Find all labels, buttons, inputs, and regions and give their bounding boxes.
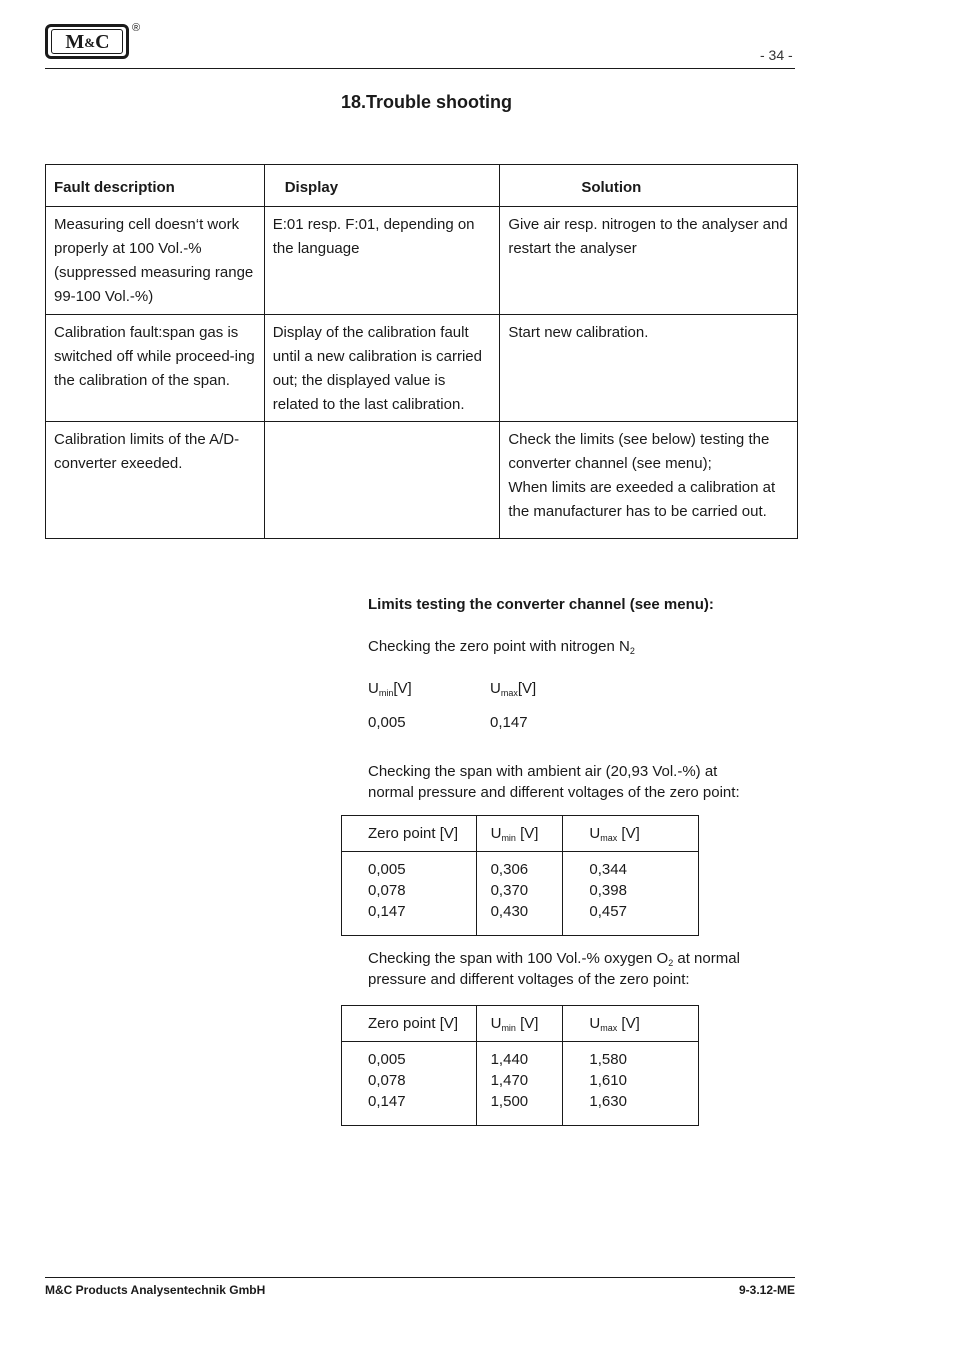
umax-subscript: max — [500, 688, 518, 698]
table-row — [46, 315, 798, 422]
list-item: 0,147 — [368, 1093, 406, 1110]
header-solution: Solution — [500, 165, 798, 207]
umax-symbol: U — [490, 680, 501, 697]
table-row — [342, 852, 699, 936]
logo-letter-m: M — [65, 30, 84, 53]
header-umin — [476, 1006, 563, 1042]
registered-mark: ® — [132, 22, 141, 34]
list-item: 0,078 — [368, 1072, 406, 1089]
umin-unit: [V] — [393, 680, 412, 697]
zero-umin-value: 0,005 — [368, 714, 406, 731]
page-number: - 34 - — [760, 47, 793, 63]
section-title: 18.Trouble shooting — [341, 92, 513, 112]
footer-doc-code: 9-3.12-ME — [738, 1283, 795, 1297]
list-item: 0,005 — [368, 1051, 406, 1068]
span-oxygen-line1 — [368, 948, 740, 969]
umin-values — [476, 1042, 563, 1126]
header-fault-description: Fault description — [46, 165, 265, 207]
display-cell — [264, 422, 500, 539]
span-oxygen-line2: pressure and different voltages of the zero point: — [368, 971, 690, 988]
fault-cell: Measuring cell doesn‘t work properly at 100 Vol.-% (suppressed measuring range 99-100 Vol.-%) — [46, 207, 265, 315]
span-oxygen-text: Checking the span with 100 Vol.-% oxygen O — [368, 950, 669, 967]
umin-unit: [V] — [515, 1015, 539, 1032]
umax-subscript: max — [600, 833, 618, 843]
umax-symbol: U — [589, 825, 601, 842]
zero-point-values — [342, 852, 477, 936]
fault-table — [45, 164, 798, 539]
header-display: Display — [264, 165, 500, 207]
list-item: 0,147 — [368, 903, 406, 920]
list-item: 0,078 — [368, 882, 406, 899]
footer-divider — [45, 1277, 795, 1278]
fault-cell: Calibration limits of the A/D-converter exeeded. — [46, 422, 265, 539]
list-item: 0,344 — [589, 861, 627, 878]
span-oxygen-header-row — [342, 1006, 699, 1042]
umax-unit: [V] — [517, 680, 537, 697]
company-logo-inner — [51, 29, 123, 54]
fault-table-header-row — [46, 165, 798, 207]
solution-cell: Check the limits (see below) testing the converter channel (see menu); When limits are exeeded a calibration at the manufacturer has to be carried out. — [500, 422, 798, 539]
span-air-header-row — [342, 816, 699, 852]
logo-ampersand: & — [84, 35, 95, 50]
list-item: 1,470 — [490, 1072, 529, 1089]
umax-unit: [V] — [617, 1015, 640, 1032]
list-item: 0,457 — [589, 903, 627, 920]
footer-company: M&C Products Analysentechnik GmbH — [45, 1283, 266, 1297]
list-item: 1,500 — [490, 1093, 529, 1110]
solution-cell: Start new calibration. — [500, 315, 798, 422]
umin-symbol: U — [490, 825, 502, 842]
span-air-line2: normal pressure and different voltages of the zero point: — [368, 784, 740, 801]
header-divider — [45, 68, 795, 69]
span-oxygen-text-end: at normal — [673, 950, 740, 967]
umax-symbol: U — [589, 1015, 601, 1032]
header-zero-point: Zero point [V] — [342, 1006, 477, 1042]
table-row — [342, 1042, 699, 1126]
span-air-table — [341, 815, 699, 936]
header-zero-point: Zero point [V] — [342, 816, 477, 852]
umin-symbol: U — [490, 1015, 502, 1032]
table-row — [46, 422, 798, 539]
solution-cell: Give air resp. nitrogen to the analyser and restart the analyser — [500, 207, 798, 315]
umin-values — [476, 852, 563, 936]
umin-symbol: U — [368, 680, 379, 697]
header-umax — [563, 816, 699, 852]
umin-subscript: min — [501, 1023, 516, 1033]
zero-umax-value: 0,147 — [490, 714, 528, 731]
zero-umin-label — [368, 678, 412, 699]
table-row — [46, 207, 798, 315]
umax-unit: [V] — [617, 825, 640, 842]
umax-values — [563, 1042, 699, 1126]
zero-point-values — [342, 1042, 477, 1126]
company-logo — [45, 24, 129, 59]
umax-subscript: max — [600, 1023, 618, 1033]
zero-check-text — [368, 636, 635, 657]
zero-check-subscript: 2 — [629, 646, 635, 656]
list-item: 0,005 — [368, 861, 406, 878]
list-item: 1,440 — [490, 1051, 529, 1068]
list-item: 0,430 — [490, 903, 529, 920]
list-item: 0,370 — [490, 882, 529, 899]
fault-cell: Calibration fault:span gas is switched off while proceed-ing the calibration of the span. — [46, 315, 265, 422]
span-oxygen-table — [341, 1005, 699, 1126]
umax-values — [563, 852, 699, 936]
span-air-line1: Checking the span with ambient air (20,93 Vol.-%) at — [368, 763, 718, 780]
header-umin — [476, 816, 563, 852]
display-cell: E:01 resp. F:01, depending on the language — [264, 207, 500, 315]
display-cell: Display of the calibration fault until a new calibration is carried out; the displayed value is related to the last calibration. — [264, 315, 500, 422]
umin-unit: [V] — [515, 825, 539, 842]
umin-subscript: min — [378, 688, 394, 698]
list-item: 1,580 — [589, 1051, 627, 1068]
zero-umax-label — [490, 678, 536, 699]
umin-subscript: min — [501, 833, 516, 843]
oxygen-subscript: 2 — [668, 958, 674, 968]
logo-letter-c: C — [95, 30, 109, 53]
list-item: 1,610 — [589, 1072, 627, 1089]
header-umax — [563, 1006, 699, 1042]
list-item: 0,398 — [589, 882, 627, 899]
list-item: 1,630 — [589, 1093, 627, 1110]
limits-heading: Limits testing the converter channel (see menu): — [368, 596, 714, 613]
zero-check-label: Checking the zero point with nitrogen N — [368, 638, 630, 655]
list-item: 0,306 — [490, 861, 529, 878]
